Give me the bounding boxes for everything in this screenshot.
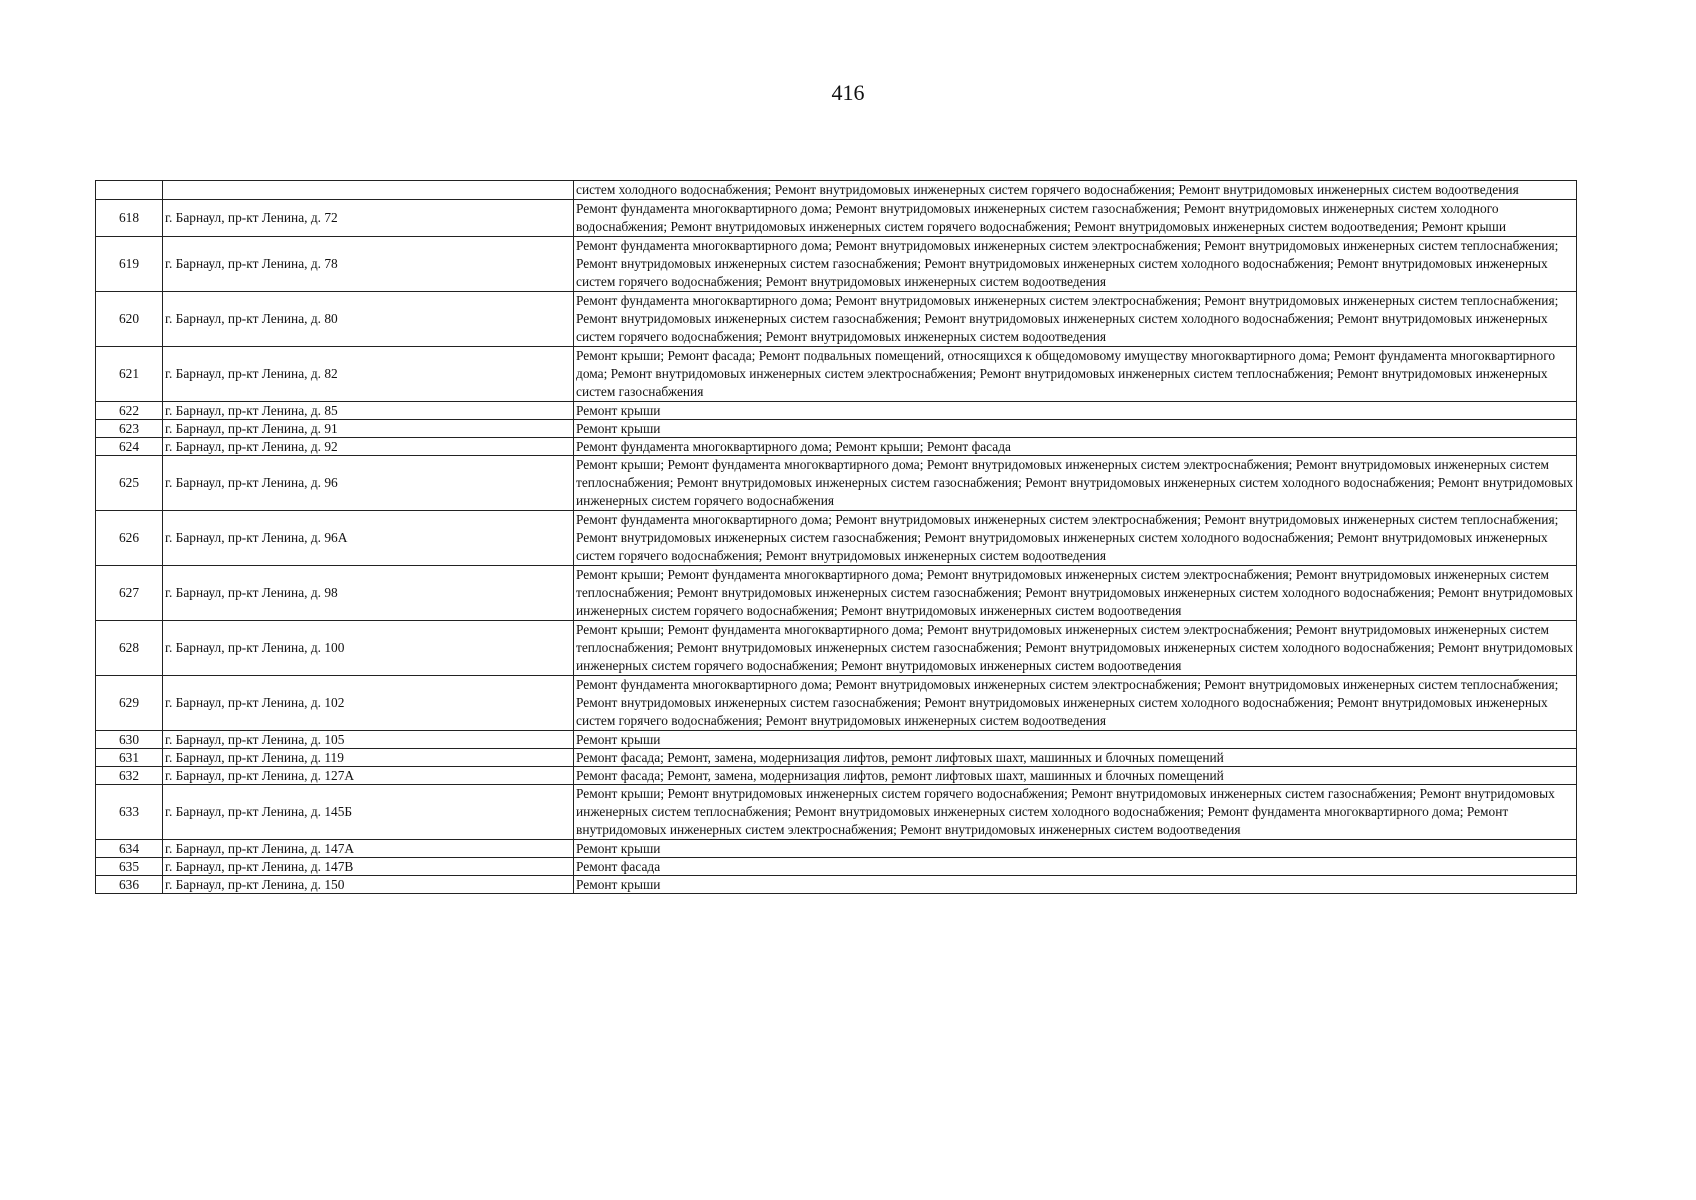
table-row	[96, 566, 1577, 621]
work-types-cell: Ремонт крыши	[574, 840, 1577, 858]
row-number-cell	[96, 181, 163, 200]
table-row	[96, 876, 1577, 894]
page-number: 416	[831, 80, 865, 105]
table-row	[96, 621, 1577, 676]
row-number-cell: 620	[96, 292, 163, 347]
table-row	[96, 347, 1577, 402]
work-types-cell: Ремонт фундамента многоквартирного дома; Ремонт внутридомовых инженерных систем газоснабжения; Ремонт внутридомовых инженерных систем холодного водоснабжения; Ремонт внутридомовых инженерных систем горячего водоснабжения; Ремонт внутридомовых инженерных систем водоотведения; Ремонт крыши	[574, 200, 1577, 237]
row-number-cell: 627	[96, 566, 163, 621]
row-number-cell: 624	[96, 438, 163, 456]
address-cell: г. Барнаул, пр-кт Ленина, д. 92	[163, 438, 574, 456]
address-cell: г. Барнаул, пр-кт Ленина, д. 145Б	[163, 785, 574, 840]
row-number-cell: 632	[96, 767, 163, 785]
address-cell: г. Барнаул, пр-кт Ленина, д. 82	[163, 347, 574, 402]
address-cell: г. Барнаул, пр-кт Ленина, д. 85	[163, 402, 574, 420]
row-number-cell: 636	[96, 876, 163, 894]
table-row	[96, 767, 1577, 785]
address-cell: г. Барнаул, пр-кт Ленина, д. 98	[163, 566, 574, 621]
table-row	[96, 676, 1577, 731]
table-row	[96, 511, 1577, 566]
work-types-cell: Ремонт фундамента многоквартирного дома; Ремонт крыши; Ремонт фасада	[574, 438, 1577, 456]
work-types-cell: Ремонт крыши	[574, 402, 1577, 420]
table-row	[96, 237, 1577, 292]
table-row	[96, 840, 1577, 858]
address-cell: г. Барнаул, пр-кт Ленина, д. 147В	[163, 858, 574, 876]
address-cell: г. Барнаул, пр-кт Ленина, д. 119	[163, 749, 574, 767]
work-types-cell: Ремонт фасада; Ремонт, замена, модернизация лифтов, ремонт лифтовых шахт, машинных и блочных помещений	[574, 749, 1577, 767]
address-cell: г. Барнаул, пр-кт Ленина, д. 100	[163, 621, 574, 676]
work-types-cell: Ремонт крыши; Ремонт фундамента многоквартирного дома; Ремонт внутридомовых инженерных систем электроснабжения; Ремонт внутридомовых инженерных систем теплоснабжения; Ремонт внутридомовых инженерных систем газоснабжения; Ремонт внутридомовых инженерных систем холодного водоснабжения; Ремонт внутридомовых инженерных систем горячего водоснабжения; Ремонт внутридомовых инженерных систем водоотведения	[574, 621, 1577, 676]
address-cell: г. Барнаул, пр-кт Ленина, д. 150	[163, 876, 574, 894]
work-types-cell: Ремонт крыши; Ремонт фасада; Ремонт подвальных помещений, относящихся к общедомовому имуществу многоквартирного дома; Ремонт фундамента многоквартирного дома; Ремонт внутридомовых инженерных систем электроснабжения; Ремонт внутридомовых инженерных систем теплоснабжения; Ремонт внутридомовых инженерных систем газоснабжения	[574, 347, 1577, 402]
work-types-cell: Ремонт крыши; Ремонт фундамента многоквартирного дома; Ремонт внутридомовых инженерных систем электроснабжения; Ремонт внутридомовых инженерных систем теплоснабжения; Ремонт внутридомовых инженерных систем газоснабжения; Ремонт внутридомовых инженерных систем холодного водоснабжения; Ремонт внутридомовых инженерных систем горячего водоснабжения; Ремонт внутридомовых инженерных систем водоотведения	[574, 566, 1577, 621]
table-row	[96, 731, 1577, 749]
table-row	[96, 292, 1577, 347]
row-number-cell: 631	[96, 749, 163, 767]
address-cell: г. Барнаул, пр-кт Ленина, д. 105	[163, 731, 574, 749]
work-types-cell: Ремонт фундамента многоквартирного дома; Ремонт внутридомовых инженерных систем электроснабжения; Ремонт внутридомовых инженерных систем теплоснабжения; Ремонт внутридомовых инженерных систем газоснабжения; Ремонт внутридомовых инженерных систем холодного водоснабжения; Ремонт внутридомовых инженерных систем горячего водоснабжения; Ремонт внутридомовых инженерных систем водоотведения	[574, 237, 1577, 292]
row-number-cell: 630	[96, 731, 163, 749]
row-number-cell: 618	[96, 200, 163, 237]
address-cell: г. Барнаул, пр-кт Ленина, д. 91	[163, 420, 574, 438]
work-types-cell: Ремонт крыши	[574, 731, 1577, 749]
address-cell	[163, 181, 574, 200]
table-row	[96, 420, 1577, 438]
address-cell: г. Барнаул, пр-кт Ленина, д. 80	[163, 292, 574, 347]
table-row	[96, 200, 1577, 237]
work-types-cell: Ремонт фундамента многоквартирного дома; Ремонт внутридомовых инженерных систем электроснабжения; Ремонт внутридомовых инженерных систем теплоснабжения; Ремонт внутридомовых инженерных систем газоснабжения; Ремонт внутридомовых инженерных систем холодного водоснабжения; Ремонт внутридомовых инженерных систем горячего водоснабжения; Ремонт внутридомовых инженерных систем водоотведения	[574, 292, 1577, 347]
table-row	[96, 858, 1577, 876]
table-body	[96, 181, 1577, 894]
address-cell: г. Барнаул, пр-кт Ленина, д. 96А	[163, 511, 574, 566]
row-number-cell: 628	[96, 621, 163, 676]
work-types-cell: Ремонт крыши; Ремонт внутридомовых инженерных систем горячего водоснабжения; Ремонт внутридомовых инженерных систем газоснабжения; Ремонт внутридомовых инженерных систем теплоснабжения; Ремонт внутридомовых инженерных систем холодного водоснабжения; Ремонт фундамента многоквартирного дома; Ремонт внутридомовых инженерных систем электроснабжения; Ремонт внутридомовых инженерных систем водоотведения	[574, 785, 1577, 840]
address-cell: г. Барнаул, пр-кт Ленина, д. 96	[163, 456, 574, 511]
work-types-cell: Ремонт фундамента многоквартирного дома; Ремонт внутридомовых инженерных систем электроснабжения; Ремонт внутридомовых инженерных систем теплоснабжения; Ремонт внутридомовых инженерных систем газоснабжения; Ремонт внутридомовых инженерных систем холодного водоснабжения; Ремонт внутридомовых инженерных систем горячего водоснабжения; Ремонт внутридомовых инженерных систем водоотведения	[574, 511, 1577, 566]
table-row	[96, 181, 1577, 200]
row-number-cell: 619	[96, 237, 163, 292]
table-row	[96, 749, 1577, 767]
table-row	[96, 438, 1577, 456]
row-number-cell: 633	[96, 785, 163, 840]
row-number-cell: 623	[96, 420, 163, 438]
work-types-cell: Ремонт крыши	[574, 876, 1577, 894]
row-number-cell: 634	[96, 840, 163, 858]
table-row	[96, 456, 1577, 511]
work-types-cell: Ремонт фасада; Ремонт, замена, модернизация лифтов, ремонт лифтовых шахт, машинных и блочных помещений	[574, 767, 1577, 785]
row-number-cell: 626	[96, 511, 163, 566]
work-types-cell: систем холодного водоснабжения; Ремонт внутридомовых инженерных систем горячего водоснабжения; Ремонт внутридомовых инженерных систем водоотведения	[574, 181, 1577, 200]
address-cell: г. Барнаул, пр-кт Ленина, д. 147А	[163, 840, 574, 858]
row-number-cell: 629	[96, 676, 163, 731]
address-cell: г. Барнаул, пр-кт Ленина, д. 72	[163, 200, 574, 237]
repair-works-table	[95, 180, 1577, 894]
address-cell: г. Барнаул, пр-кт Ленина, д. 102	[163, 676, 574, 731]
row-number-cell: 621	[96, 347, 163, 402]
table-row	[96, 402, 1577, 420]
row-number-cell: 625	[96, 456, 163, 511]
row-number-cell: 622	[96, 402, 163, 420]
table-row	[96, 785, 1577, 840]
address-cell: г. Барнаул, пр-кт Ленина, д. 78	[163, 237, 574, 292]
work-types-cell: Ремонт фундамента многоквартирного дома; Ремонт внутридомовых инженерных систем электроснабжения; Ремонт внутридомовых инженерных систем теплоснабжения; Ремонт внутридомовых инженерных систем газоснабжения; Ремонт внутридомовых инженерных систем холодного водоснабжения; Ремонт внутридомовых инженерных систем горячего водоснабжения; Ремонт внутридомовых инженерных систем водоотведения	[574, 676, 1577, 731]
address-cell: г. Барнаул, пр-кт Ленина, д. 127А	[163, 767, 574, 785]
row-number-cell: 635	[96, 858, 163, 876]
work-types-cell: Ремонт крыши	[574, 420, 1577, 438]
work-types-cell: Ремонт фасада	[574, 858, 1577, 876]
work-types-cell: Ремонт крыши; Ремонт фундамента многоквартирного дома; Ремонт внутридомовых инженерных систем электроснабжения; Ремонт внутридомовых инженерных систем теплоснабжения; Ремонт внутридомовых инженерных систем газоснабжения; Ремонт внутридомовых инженерных систем холодного водоснабжения; Ремонт внутридомовых инженерных систем горячего водоснабжения	[574, 456, 1577, 511]
